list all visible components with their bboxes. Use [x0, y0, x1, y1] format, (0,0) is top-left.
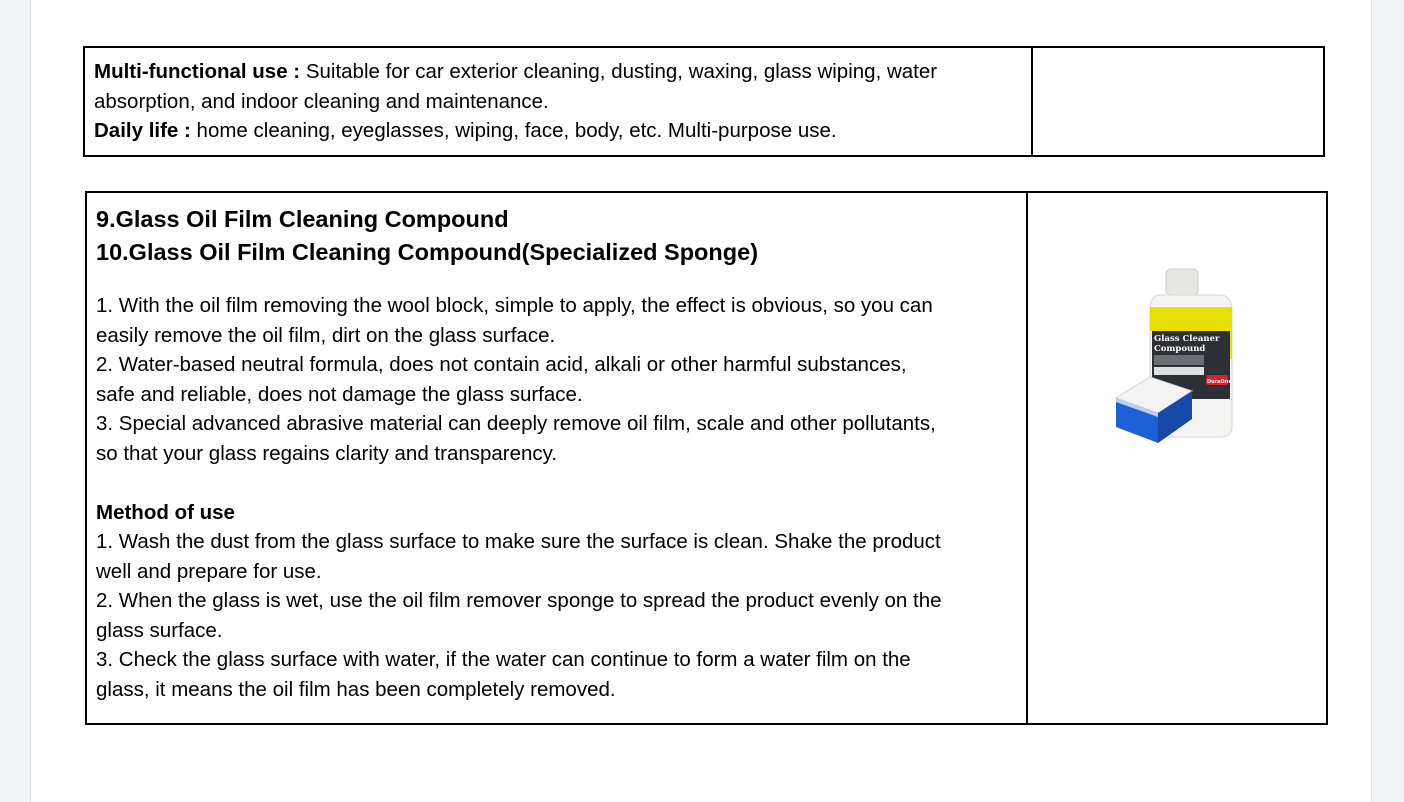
method-line: 3. Check the glass surface with water, if the water can continue to form a water film on the — [96, 648, 911, 671]
product-title: 10.Glass Oil Film Cleaning Compound(Specialized Sponge) — [96, 239, 759, 265]
usage-value: home cleaning, eyeglasses, wiping, face, body, etc. Multi-purpose use. — [190, 119, 837, 142]
product-photo — [1110, 267, 1240, 447]
spacer — [96, 468, 1017, 498]
usage-line — [94, 87, 1022, 117]
usage-label: Multi-functional use : — [94, 60, 301, 83]
method-line: 2. When the glass is wet, use the oil film remover sponge to spread the product evenly on the — [96, 589, 942, 612]
product-title: 9.Glass Oil Film Cleaning Compound — [96, 206, 509, 232]
feature-line: 2. Water-based neutral formula, does not contain acid, alkali or other harmful substances, — [96, 353, 907, 376]
usage-label: Daily life : — [94, 119, 191, 142]
usage-table — [83, 46, 1325, 157]
usage-line — [94, 57, 1022, 87]
feature-line: 1. With the oil film removing the wool block, simple to apply, the effect is obvious, so you can — [96, 294, 933, 317]
table-row — [84, 47, 1324, 156]
feature-line: safe and reliable, does not damage the glass surface. — [96, 382, 583, 406]
usage-value: Suitable for car exterior cleaning, dusting, waxing, glass wiping, water — [300, 60, 938, 83]
method-line: glass, it means the oil film has been completely removed. — [96, 677, 616, 701]
spacer — [96, 269, 1017, 291]
method-line: 1. Wash the dust from the glass surface to make sure the surface is clean. Shake the product — [96, 530, 941, 553]
method-line: well and prepare for use. — [96, 559, 322, 583]
usage-value: absorption, and indoor cleaning and maintenance. — [94, 89, 549, 113]
feature-line: 3. Special advanced abrasive material can deeply remove oil film, scale and other pollutants, — [96, 412, 936, 435]
document-page — [30, 0, 1372, 802]
feature-line: so that your glass regains clarity and transparency. — [96, 441, 558, 465]
bottle-label-line1: Glass Cleaner — [1154, 334, 1220, 344]
usage-image-cell — [1032, 47, 1324, 156]
method-title: Method of use — [96, 500, 235, 524]
bottle-brand: DuraOne — [1207, 379, 1232, 385]
table-row — [86, 192, 1327, 724]
product-table — [85, 191, 1328, 725]
usage-text-cell — [84, 47, 1032, 156]
method-line: glass surface. — [96, 618, 223, 642]
feature-line: easily remove the oil film, dirt on the glass surface. — [96, 323, 556, 347]
product-image-cell — [1027, 192, 1327, 724]
bottle-label-line2: Compound — [1154, 344, 1206, 354]
product-text-cell — [86, 192, 1027, 724]
usage-line — [94, 116, 1022, 146]
